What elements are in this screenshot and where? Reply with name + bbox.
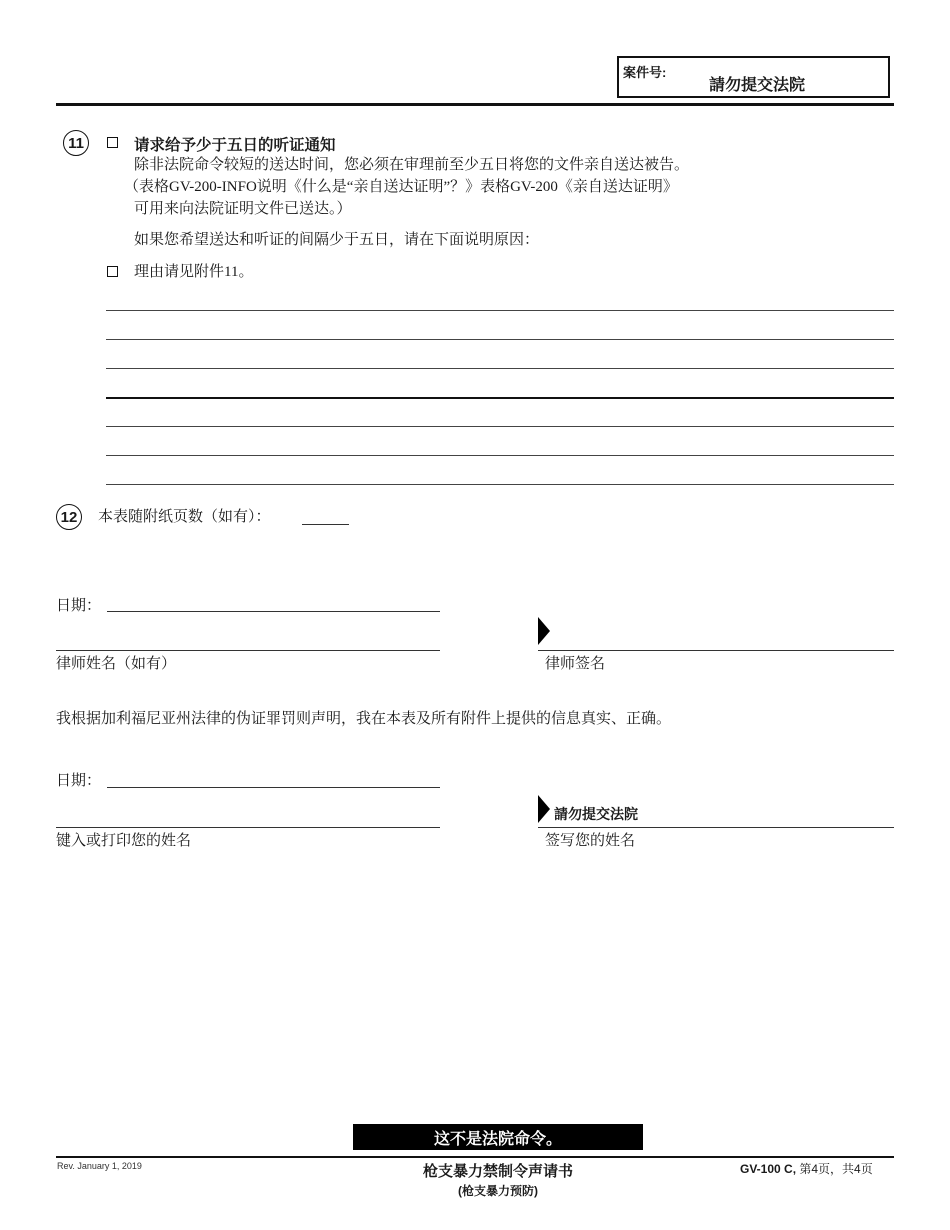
case-number-label: 案件号: (623, 65, 667, 80)
form-subtitle: (枪支暴力预防) (458, 1184, 538, 1198)
reason-line-4[interactable] (106, 397, 894, 399)
declarant-signature-field[interactable] (538, 827, 894, 828)
banner-text: 这不是法院命令。 (433, 1130, 562, 1148)
reason-line-2[interactable] (106, 339, 894, 340)
item-11-checkbox[interactable] (107, 137, 118, 148)
case-number-value[interactable]: 請勿提交法院 (709, 77, 806, 94)
form-id-page (740, 1160, 873, 1177)
item-11-number-badge (63, 130, 89, 156)
item-11-title: 请求给予少于五日的听证通知 (134, 137, 336, 154)
item-11-paragraph-line-3: 可用来向法院证明文件已送达。） (134, 201, 352, 217)
revision-date: Rev. January 1, 2019 (57, 1161, 142, 1171)
reason-line-5[interactable] (106, 426, 894, 427)
perjury-declaration: 我根据加利福尼亚州法律的伪证罪罚则声明，我在本表及所有附件上提供的信息真实、正确。 (56, 711, 672, 727)
form-title: 枪支暴力禁制令声请书 (422, 1163, 573, 1180)
page-info: 第4页，共4页 (799, 1162, 873, 1176)
item-12-page-count-field[interactable] (302, 524, 349, 525)
not-court-order-banner (353, 1124, 643, 1150)
reason-line-6[interactable] (106, 455, 894, 456)
item-12-label: 本表随附纸页数（如有）： (98, 509, 271, 525)
declarant-name-field[interactable] (56, 827, 440, 828)
item-11-number: 11 (68, 134, 84, 152)
reason-line-1[interactable] (106, 310, 894, 311)
declarant-date-field[interactable] (107, 787, 440, 788)
signature-arrow-icon (538, 795, 550, 823)
item-11-paragraph-line-2: （表格GV-200-INFO说明《什么是“亲自送达证明”？》表格GV-200《亲自送达证明》 (124, 179, 678, 195)
attachment-11-checkbox[interactable] (107, 266, 118, 277)
item-11-explain-prompt: 如果您希望送达和听证的间隔少于五日，请在下面说明原因： (134, 232, 540, 248)
item-11-paragraph-line-1: 除非法院命令较短的送达时间，您必须在审理前至少五日将您的文件亲自送达被告。 (134, 157, 690, 173)
item-12-number-badge (56, 504, 82, 530)
attorney-signature-field[interactable] (538, 650, 894, 651)
reason-line-3[interactable] (106, 368, 894, 369)
declarant-name-label: 键入或打印您的姓名 (56, 833, 192, 849)
item-12-number: 12 (60, 508, 78, 526)
attorney-name-label: 律师姓名（如有） (56, 656, 177, 672)
footer-rule (56, 1156, 894, 1158)
attorney-date-label: 日期： (56, 598, 102, 614)
attorney-signature-label: 律师签名 (545, 656, 606, 672)
declarant-signature-label: 签写您的姓名 (545, 833, 636, 849)
header-rule (56, 103, 894, 106)
case-number-box (617, 56, 890, 98)
attorney-name-field[interactable] (56, 650, 440, 651)
attorney-date-field[interactable] (107, 611, 440, 612)
attachment-11-label: 理由请见附件11。 (134, 264, 254, 280)
form-id: GV-100 C, (740, 1162, 797, 1176)
reason-line-7[interactable] (106, 484, 894, 485)
declarant-signature-value[interactable]: 請勿提交法院 (554, 806, 638, 822)
signature-arrow-icon (538, 617, 550, 645)
declarant-date-label: 日期： (56, 773, 102, 789)
